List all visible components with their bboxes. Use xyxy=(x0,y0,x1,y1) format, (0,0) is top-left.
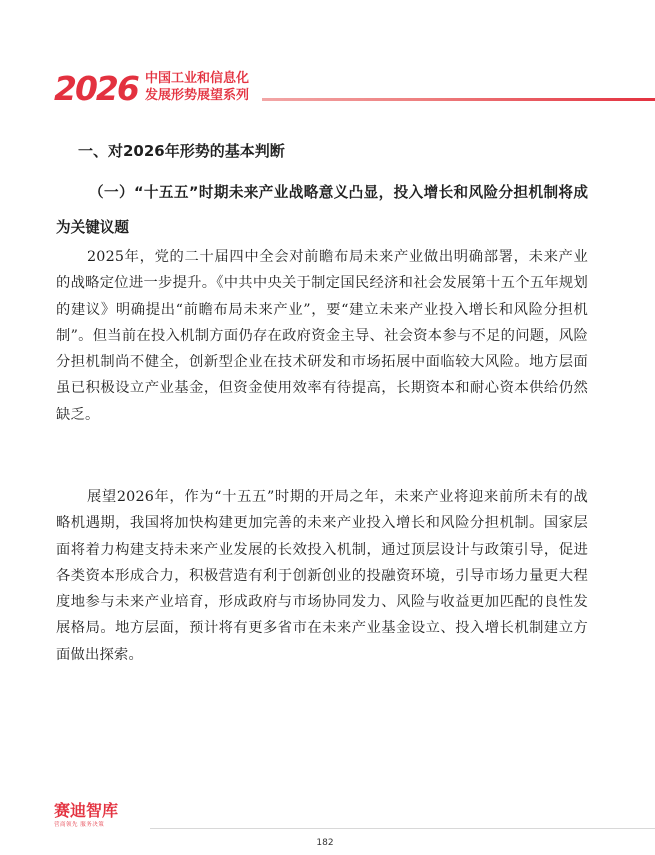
footer-divider xyxy=(150,828,655,829)
paragraph: 2025年，党的二十届四中全会对前瞻布局未来产业做出明确部署，未来产业的战略定位进一步提升。《中共中央关于制定国民经济和社会发展第十五个五年规划的建议》明确提出“前瞻布局未来产业”，要“建立未来产业投入增长和风险分担机制”。但当前在投入机制方面仍存在政府资金主导、社会资本参与不足的问题，风险分担机制尚不健全，创新型企业在技术研发和市场拓展中面临较大风险。地方层面虽已积极设立产业基金，但资金使用效率有待提高，长期资本和耐心资本供给仍然缺乏。 xyxy=(56,249,588,423)
header-divider xyxy=(262,98,655,101)
page-number: 182 xyxy=(316,838,334,848)
year-logo: 2026 xyxy=(54,69,138,108)
series-title-line1: 中国工业和信息化 xyxy=(145,71,250,86)
series-title-line2: 发展形势展望系列 xyxy=(145,88,250,103)
section-heading: 一、对2026年形势的基本判断 xyxy=(78,142,285,160)
subsection-heading: （一）“十五五”时期未来产业战略意义凸显，投入增长和风险分担机制将成为关键议题 xyxy=(56,184,588,236)
series-title xyxy=(145,70,249,104)
footer-logo: 赛迪智库 xyxy=(54,801,119,820)
footer-slogan: 营商领先 服务决策 xyxy=(54,822,105,828)
paragraph: 展望2026年，作为“十五五”时期的开局之年，未来产业将迎来前所未有的战略机遇期，我国将加快构建更加完善的未来产业投入增长和风险分担机制。国家层面将着力构建支持未来产业发展的长效投入机制，通过顶层设计与政策引导，促进各类资本形成合力，积极营造有利于创新创业的投融资环境，引导市场力量更大程度地参与未来产业培育，形成政府与市场协同发力、风险与收益更加匹配的良性发展格局。地方层面，预计将有更多省市在未来产业基金设立、投入增长机制建立方面做出探索。 xyxy=(56,489,588,663)
